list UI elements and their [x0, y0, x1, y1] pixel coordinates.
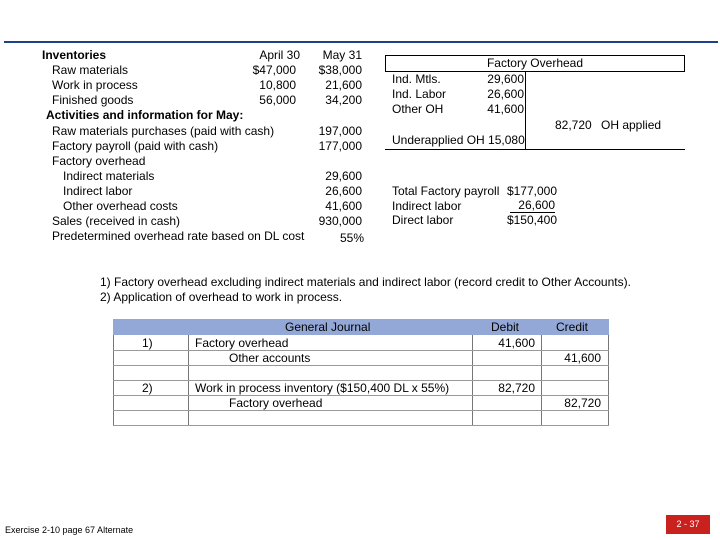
inv-row-may: 21,600: [325, 78, 362, 92]
journal-credit-account: Factory overhead: [229, 396, 323, 410]
activity-value: 197,000: [318, 124, 362, 138]
journal-entry-number: 1): [142, 336, 153, 350]
t-account-title: Factory Overhead: [385, 55, 685, 72]
activity-label: Raw materials purchases (paid with cash): [52, 124, 275, 138]
journal-credit-account: Other accounts: [229, 351, 311, 365]
activity-value: 930,000: [318, 214, 362, 228]
journal-title: General Journal: [285, 320, 371, 334]
inv-row-label: Work in process: [52, 78, 138, 92]
journal-row-line: [113, 410, 609, 411]
t-credit-value: 82,720: [555, 118, 592, 132]
instruction-1: 1) Factory overhead excluding indirect materials and indirect labor (record credit to Other Accounts).: [100, 275, 631, 289]
activity-label: Factory payroll (paid with cash): [52, 139, 219, 153]
activity-label: Factory overhead: [52, 154, 146, 168]
inventories-heading: Inventories: [42, 48, 107, 62]
activity-value: 177,000: [318, 139, 362, 153]
t-debit-value: 29,600: [487, 72, 524, 86]
slide-number-badge: 2 - 37: [666, 515, 710, 534]
journal-credit-header: Credit: [556, 320, 589, 334]
col-may: May 31: [322, 48, 362, 62]
journal-debit-header: Debit: [491, 320, 520, 334]
t-debit-value: 41,600: [487, 102, 524, 116]
journal-debit-account: Work in process inventory ($150,400 DL x 55%): [195, 381, 450, 395]
inv-row-april: 56,000: [259, 93, 296, 107]
activity-label: Indirect materials: [63, 169, 155, 183]
inv-row-april: $47,000: [252, 63, 296, 77]
journal-row-line: [113, 425, 609, 426]
payroll-value: 26,600: [510, 199, 555, 213]
t-debit-value: 26,600: [487, 87, 524, 101]
journal-row-line: [113, 365, 609, 366]
payroll-value: $150,400: [506, 213, 557, 227]
t-debit-label: Ind. Labor: [392, 87, 447, 101]
activity-label: Other overhead costs: [63, 199, 178, 213]
payroll-label: Total Factory payroll: [392, 184, 500, 198]
activity-label: Indirect labor: [63, 184, 133, 198]
top-rule: [4, 41, 718, 43]
t-account-bottom-line: [385, 149, 685, 150]
inv-row-may: 34,200: [325, 93, 362, 107]
inv-row-may: $38,000: [318, 63, 362, 77]
t-debit-label: Other OH: [392, 102, 444, 116]
journal-debit-amount: 82,720: [498, 381, 535, 395]
journal-entry-number: 2): [142, 381, 153, 395]
journal-credit-amount: 82,720: [564, 396, 601, 410]
activities-heading: Activities and information for May:: [46, 108, 244, 122]
journal-debit-amount: 41,600: [498, 336, 535, 350]
activity-value: 26,600: [325, 184, 362, 198]
general-journal-table: [113, 319, 609, 426]
payroll-value: $177,000: [506, 184, 557, 198]
activity-value: 41,600: [325, 199, 362, 213]
t-balance: Underapplied OH 15,080: [392, 133, 525, 147]
journal-debit-account: Factory overhead: [195, 336, 289, 350]
activity-value: 29,600: [325, 169, 362, 183]
activity-label: Predetermined overhead rate based on DL cost: [52, 229, 305, 243]
payroll-label: Indirect labor: [392, 199, 462, 213]
inv-row-label: Raw materials: [52, 63, 129, 77]
instruction-2: 2) Application of overhead to work in process.: [100, 290, 343, 304]
activity-value: 55%: [339, 231, 364, 245]
inv-row-label: Finished goods: [52, 93, 134, 107]
t-credit-label: OH applied: [601, 118, 662, 132]
t-account-center-line: [525, 71, 526, 149]
activity-label: Sales (received in cash): [52, 214, 181, 228]
journal-credit-amount: 41,600: [564, 351, 601, 365]
footer-caption: Exercise 2-10 page 67 Alternate: [5, 525, 134, 535]
payroll-label: Direct labor: [392, 213, 454, 227]
t-debit-label: Ind. Mtls.: [392, 72, 441, 86]
col-april: April 30: [259, 48, 300, 62]
inv-row-april: 10,800: [259, 78, 296, 92]
